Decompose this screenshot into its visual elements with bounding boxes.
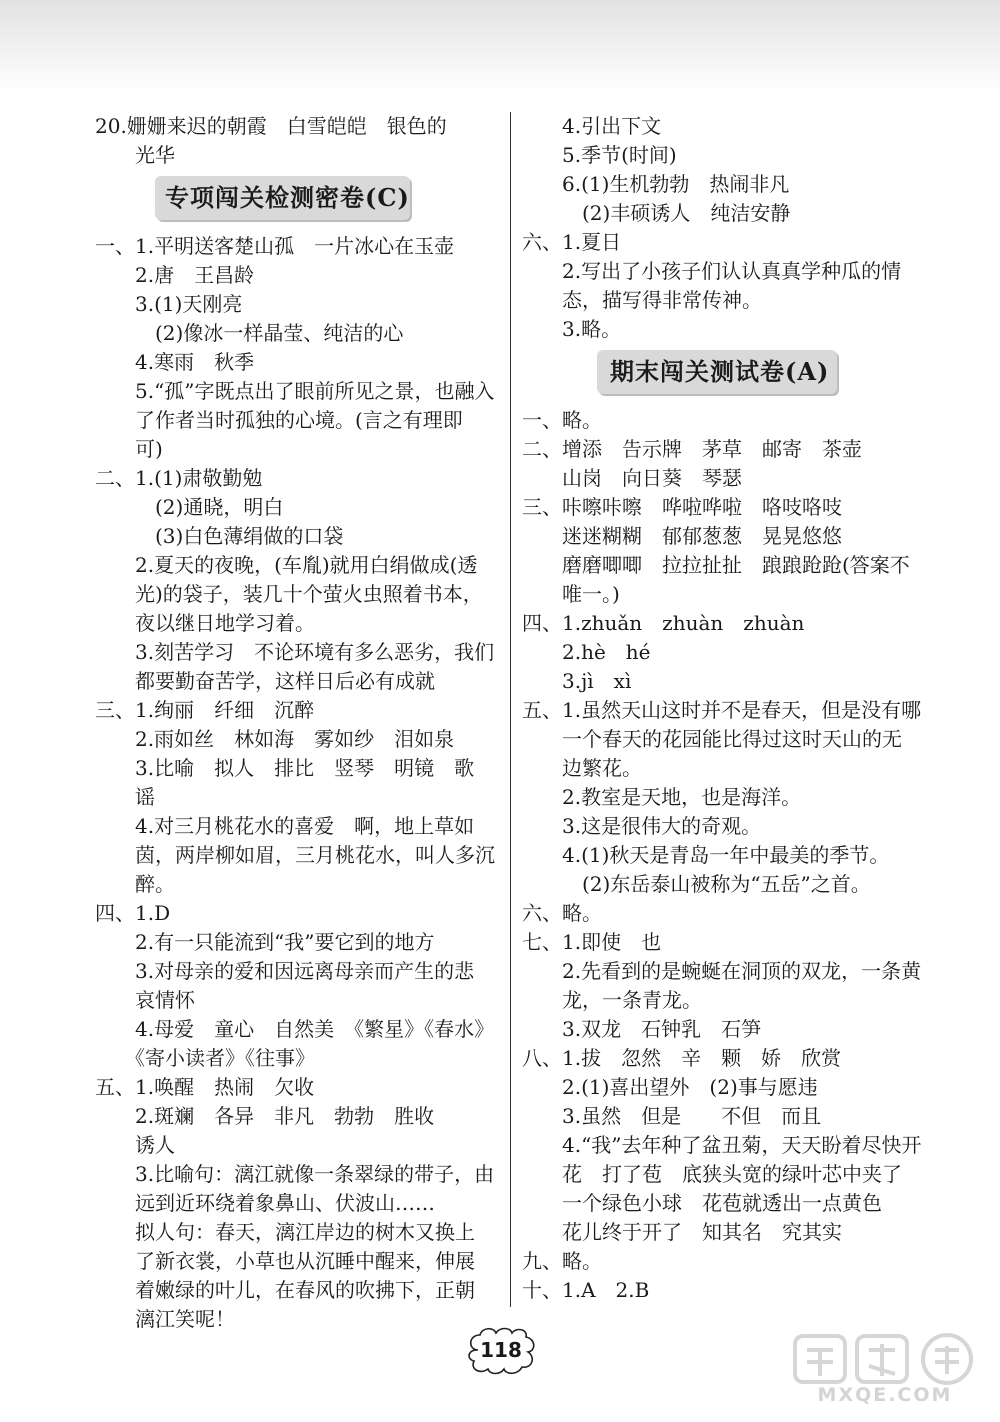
- answer-line: (2)通晓，明白: [95, 495, 284, 519]
- right-column: [522, 112, 922, 1305]
- left-lines-after: [95, 232, 495, 1334]
- answer-line: (2)东岳泰山被称为“五岳”之首。: [522, 872, 871, 896]
- answer-line: (2)丰硕诱人 纯洁安静: [522, 201, 791, 225]
- answer-line: 2.hè hé: [522, 640, 651, 664]
- right-lines-after: [522, 406, 922, 1305]
- answer-line: 2.写出了小孩子们认认真真学种瓜的情: [522, 259, 902, 283]
- answer-line: 二、1.(1)肃敬勤勉: [95, 466, 263, 490]
- answer-line: 2.唐 王昌龄: [95, 263, 255, 287]
- watermark-stamp-icon: [785, 1330, 985, 1390]
- answer-line: 四、1.zhuǎn zhuàn zhuàn: [522, 611, 805, 635]
- answer-line: 七、1.即使 也: [522, 930, 662, 954]
- section-title-c: [95, 176, 490, 222]
- answer-line: 九、略。: [522, 1249, 602, 1273]
- answer-line: 六、1.夏日: [522, 230, 622, 254]
- answer-line: 二、增添 告示牌 茅草 邮寄 茶壶: [522, 437, 862, 461]
- answer-line: 八、1.拔 忽然 辛 颗 娇 欣赏: [522, 1046, 842, 1070]
- answer-line: 谣: [95, 785, 155, 809]
- answer-line: 光)的袋子，装几十个萤火虫照着书本，: [95, 582, 483, 606]
- answer-line: 四、1.D: [95, 901, 171, 925]
- answer-line: 态，描写得非常传神。: [522, 288, 762, 312]
- answer-line: 3.这是很伟大的奇观。: [522, 814, 762, 838]
- page-number: 118: [480, 1338, 522, 1362]
- answer-line: 3.对母亲的爱和因远离母亲而产生的悲: [95, 959, 475, 983]
- page-top-shadow: [0, 0, 1000, 95]
- answer-line: 3.刻苦学习 不论环境有多么恶劣，我们: [95, 640, 495, 664]
- answer-line: 十、1.A 2.B: [522, 1278, 650, 1302]
- answer-line: 3.虽然 但是 不但 而且: [522, 1104, 822, 1128]
- answer-line: 花 打了苞 底狭头宽的绿叶芯中夹了: [522, 1162, 902, 1186]
- answer-line: 3.比喻 拟人 排比 竖琴 明镜 歌: [95, 756, 475, 780]
- answer-line: 《寄小读者》《往事》: [95, 1046, 315, 1070]
- section-title-text: 期末闯关测试卷(A): [610, 357, 830, 386]
- answer-line: 可): [95, 437, 163, 461]
- section-title-text: 专项闯关检测密卷(C): [165, 183, 410, 212]
- answer-line: 4.对三月桃花水的喜爱 啊，地上草如: [95, 814, 475, 838]
- answer-line: 5.季节(时间): [522, 143, 677, 167]
- right-lines-before: [522, 112, 922, 344]
- answer-line: (2)像冰一样晶莹、纯洁的心: [95, 321, 404, 345]
- answer-line: 三、咔嚓咔嚓 哗啦哗啦 咯吱咯吱: [522, 495, 842, 519]
- answer-line: 五、1.虽然天山这时并不是春天，但是没有哪: [522, 698, 922, 722]
- page-number-badge: [464, 1325, 538, 1375]
- answer-line: 拟人句：春天，漓江岸边的树木又换上: [95, 1220, 475, 1244]
- column-divider: [510, 112, 511, 1307]
- answer-line: (3)白色薄绢做的口袋: [95, 524, 344, 548]
- answer-line: 4.引出下文: [522, 114, 662, 138]
- answer-line: 一、略。: [522, 408, 602, 432]
- answer-line: 都要勤奋苦学，这样日后必有成就: [95, 669, 435, 693]
- left-lines-before: [95, 112, 490, 170]
- answer-line: 了新衣裳，小草也从沉睡中醒来，伸展: [95, 1249, 475, 1273]
- answer-line: 3.双龙 石钟乳 石笋: [522, 1017, 762, 1041]
- answer-line: 2.雨如丝 林如海 雾如纱 泪如泉: [95, 727, 455, 751]
- answer-line: 唯一。): [522, 582, 620, 606]
- answer-line: 一个绿色小球 花苞就透出一点黄色: [522, 1191, 882, 1215]
- answer-line: 龙，一条青龙。: [522, 988, 702, 1012]
- answer-line: 20.姗姗来迟的朝霞 白雪皑皑 银色的: [95, 114, 447, 138]
- answer-line: 4.“我”去年种了盆丑菊，天天盼着尽快开: [522, 1133, 922, 1157]
- answer-line: 2.先看到的是蜿蜒在洞顶的双龙，一条黄: [522, 959, 922, 983]
- answer-line: 醉。: [95, 872, 175, 896]
- answer-line: 2.教室是天地，也是海洋。: [522, 785, 802, 809]
- answer-line: 六、略。: [522, 901, 602, 925]
- answer-line: 山岗 向日葵 琴瑟: [522, 466, 742, 490]
- answer-line: 五、1.唤醒 热闹 欠收: [95, 1075, 315, 1099]
- answer-line: 4.母爱 童心 自然美 《繁星》《春水》: [95, 1017, 495, 1041]
- answer-line: 一个春天的花园能比得过这时天山的无: [522, 727, 902, 751]
- answer-line: 着嫩绿的叶儿，在春风的吹拂下，正朝: [95, 1278, 475, 1302]
- watermark-logo: [785, 1330, 985, 1410]
- answer-line: 边繁花。: [522, 756, 642, 780]
- answer-line: 迷迷糊糊 郁郁葱葱 晃晃悠悠: [522, 524, 842, 548]
- answer-line: 花儿终于开了 知其名 究其实: [522, 1220, 842, 1244]
- answer-line: 4.寒雨 秋季: [95, 350, 255, 374]
- answer-line: 5.“孤”字既点出了眼前所见之景，也融入: [95, 379, 495, 403]
- watermark-text: MXQE.COM: [817, 1384, 953, 1406]
- section-title-a: [522, 350, 922, 396]
- answer-line: 2.斑斓 各异 非凡 勃勃 胜收: [95, 1104, 435, 1128]
- answer-line: 3.jì xì: [522, 669, 632, 693]
- answer-line: 诱人: [95, 1133, 175, 1157]
- answer-line: 2.有一只能流到“我”要它到的地方: [95, 930, 435, 954]
- answer-line: 6.(1)生机勃勃 热闹非凡: [522, 172, 790, 196]
- answer-line: 了作者当时孤独的心境。(言之有理即: [95, 408, 463, 432]
- answer-line: 3.比喻句：漓江就像一条翠绿的带子，由: [95, 1162, 495, 1186]
- answer-line: 三、1.绚丽 纤细 沉醉: [95, 698, 315, 722]
- answer-line: 一、1.平明送客楚山孤 一片冰心在玉壶: [95, 234, 455, 258]
- answer-line: 光华: [95, 143, 175, 167]
- answer-line: 4.(1)秋天是青岛一年中最美的季节。: [522, 843, 890, 867]
- answer-line: 3.略。: [522, 317, 622, 341]
- answer-line: 哀情怀: [95, 988, 195, 1012]
- answer-line: 2.(1)喜出望外 (2)事与愿违: [522, 1075, 818, 1099]
- answer-line: 3.(1)天刚亮: [95, 292, 243, 316]
- answer-line: 漓江笑呢！: [95, 1307, 235, 1331]
- answer-line: 远到近环绕着象鼻山、伏波山……: [95, 1191, 435, 1215]
- left-column: [95, 112, 495, 1334]
- answer-line: 2.夏天的夜晚，(车胤)就用白绢做成(透: [95, 553, 478, 577]
- answer-line: 夜以继日地学习着。: [95, 611, 315, 635]
- answer-line: 磨磨唧唧 拉拉扯扯 踉踉跄跄(答案不: [522, 553, 910, 577]
- answer-line: 茵，两岸柳如眉，三月桃花水，叫人多沉: [95, 843, 495, 867]
